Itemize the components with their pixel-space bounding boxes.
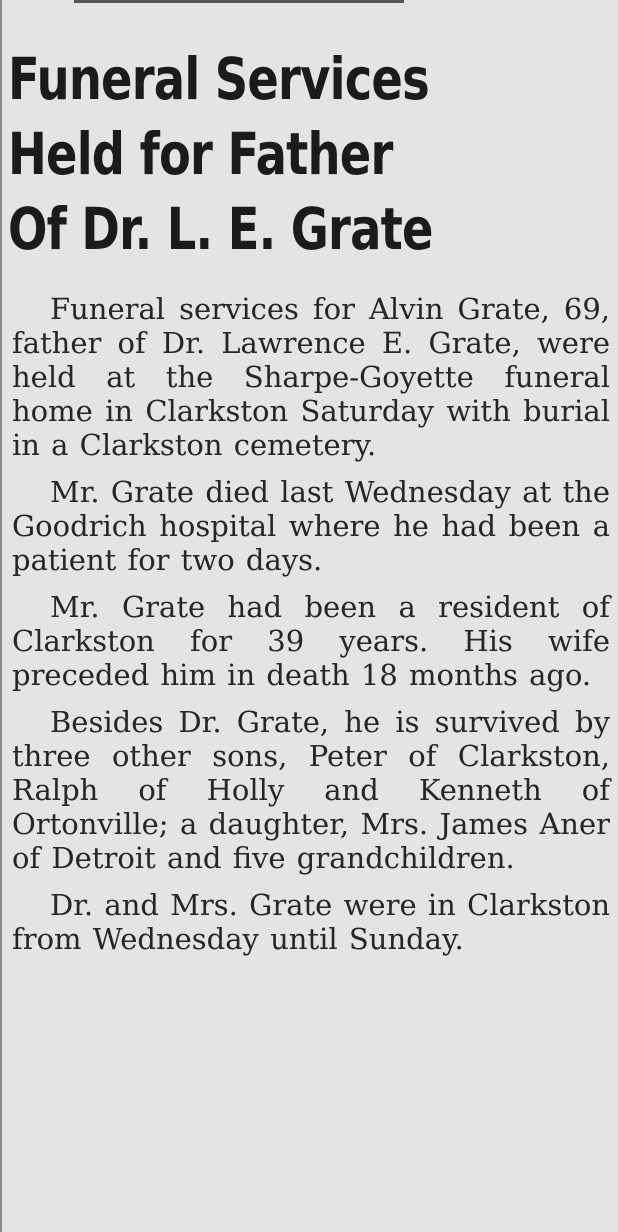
headline-line-2: Held for Father [8, 120, 393, 188]
article-paragraph-4: Besides Dr. Grate, he is survived by three other sons, Peter of Clarkston, Ralph of Holly and Kenneth of Ortonville; a daughter, Mrs. James Aner of Detroit and five grandchildren. [12, 705, 610, 875]
article-paragraph-5: Dr. and Mrs. Grate were in Clarkston from Wednesday until Sunday. [12, 888, 610, 956]
column-rule [74, 0, 404, 3]
article-paragraph-1: Funeral services for Alvin Grate, 69, father of Dr. Lawrence E. Grate, were held at the Sharpe-Goyette funeral home in Clarkston Saturday with burial in a Clarkston cemetery. [12, 292, 610, 462]
article-body [12, 292, 610, 969]
article-paragraph-3: Mr. Grate had been a resident of Clarkston for 39 years. His wife preceded him in death 18 months ago. [12, 590, 610, 692]
headline-line-1: Funeral Services [8, 45, 429, 113]
headline [8, 42, 488, 267]
article-paragraph-2: Mr. Grate died last Wednesday at the Goodrich hospital where he had been a patient for two days. [12, 475, 610, 577]
headline-line-3: Of Dr. L. E. Grate [8, 195, 433, 263]
